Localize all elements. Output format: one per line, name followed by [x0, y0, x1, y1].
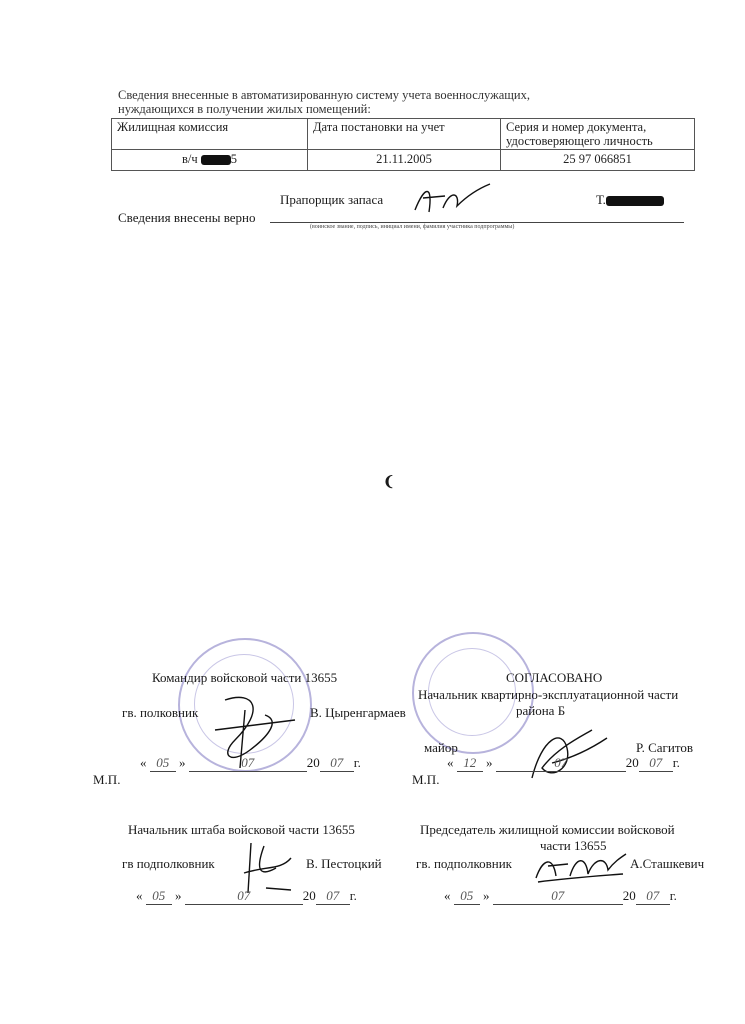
- housing-chair-day: 05: [454, 888, 480, 905]
- housing-chair-month: 07: [493, 888, 623, 905]
- agreed-seal-label: М.П.: [412, 772, 440, 787]
- table-header-row: [112, 119, 695, 150]
- housing-chair-title-line-2: части 13655: [540, 838, 607, 853]
- agreed-rank: майор: [424, 740, 458, 755]
- commission-suffix: 5: [230, 152, 237, 166]
- header-text: [118, 88, 530, 116]
- redaction-mark: [606, 196, 664, 206]
- chief-of-staff-day: 05: [146, 888, 172, 905]
- commander-seal-label: М.П.: [93, 772, 121, 787]
- agreed-name: Р. Сагитов: [636, 740, 693, 755]
- housing-chair-signature: [528, 848, 628, 888]
- housing-chair-date: « 05 » 07 20 07 г.: [444, 888, 677, 903]
- cell-commission: [112, 150, 308, 171]
- verify-name-initial: Т.: [596, 192, 606, 207]
- commander-year: 07: [320, 755, 354, 772]
- chief-of-staff-month: 07: [185, 888, 303, 905]
- agreed-district: района Б: [516, 703, 566, 718]
- cell-document: 25 97 066851: [501, 150, 695, 171]
- commander-date: « 05 » 07 20 07 г.: [140, 755, 361, 770]
- cell-date: 21.11.2005: [308, 150, 501, 171]
- commander-rank: гв. полковник: [122, 705, 199, 720]
- verify-rank: Прапорщик запаса: [280, 192, 384, 207]
- chief-of-staff-year: 07: [316, 888, 350, 905]
- commission-prefix: в/ч: [182, 152, 198, 166]
- stray-mark: ❨: [383, 475, 395, 490]
- agreed-title: Начальник квартирно-эксплуатационной части: [418, 687, 679, 702]
- chief-of-staff-date: « 05 » 07 20 07 г.: [136, 888, 357, 903]
- housing-chair-rank: гв. подполковник: [416, 856, 512, 871]
- registry-table: [111, 118, 695, 171]
- commander-title: Командир войсковой части 13655: [152, 670, 338, 685]
- commander-month: 07: [189, 755, 307, 772]
- housing-chair-name: А.Сташкевич: [630, 856, 705, 871]
- header-line-2: нуждающихся в получении жилых помещений:: [118, 102, 371, 116]
- verify-name: [596, 192, 664, 208]
- chief-of-staff-title: Начальник штаба войсковой части 13655: [128, 822, 355, 837]
- header-line-1: Сведения внесенные в автоматизированную систему учета военнослужащих,: [118, 88, 530, 102]
- verify-caption: (воинское звание, подпись, инициал имени, фамилия участника подпрограммы): [310, 224, 515, 230]
- table-row: [112, 150, 695, 171]
- redaction-mark: [201, 155, 231, 165]
- verify-signature: [405, 180, 495, 218]
- agreed-label: СОГЛАСОВАНО: [506, 670, 603, 685]
- commander-name: В. Цыренгармаев: [310, 705, 406, 720]
- housing-chair-title-line-1: Председатель жилищной комиссии войсковой: [420, 822, 675, 837]
- header-document: Серия и номер документа, удостоверяющего личность: [501, 119, 695, 150]
- agreed-year: 07: [639, 755, 673, 772]
- commander-day: 05: [150, 755, 176, 772]
- header-commission: Жилищная комиссия: [112, 119, 308, 150]
- housing-chair-year: 07: [636, 888, 670, 905]
- verify-line: [270, 222, 684, 223]
- header-date: Дата постановки на учет: [308, 119, 501, 150]
- agreed-date: « 12 » 07 20 07 г.: [447, 755, 680, 770]
- verify-label: Сведения внесены верно: [118, 210, 256, 225]
- agreed-day: 12: [457, 755, 483, 772]
- chief-of-staff-name: В. Пестоцкий: [306, 856, 382, 871]
- agreed-signature: [522, 718, 612, 788]
- agreed-month: 07: [496, 755, 626, 772]
- chief-of-staff-rank: гв подполковник: [122, 856, 215, 871]
